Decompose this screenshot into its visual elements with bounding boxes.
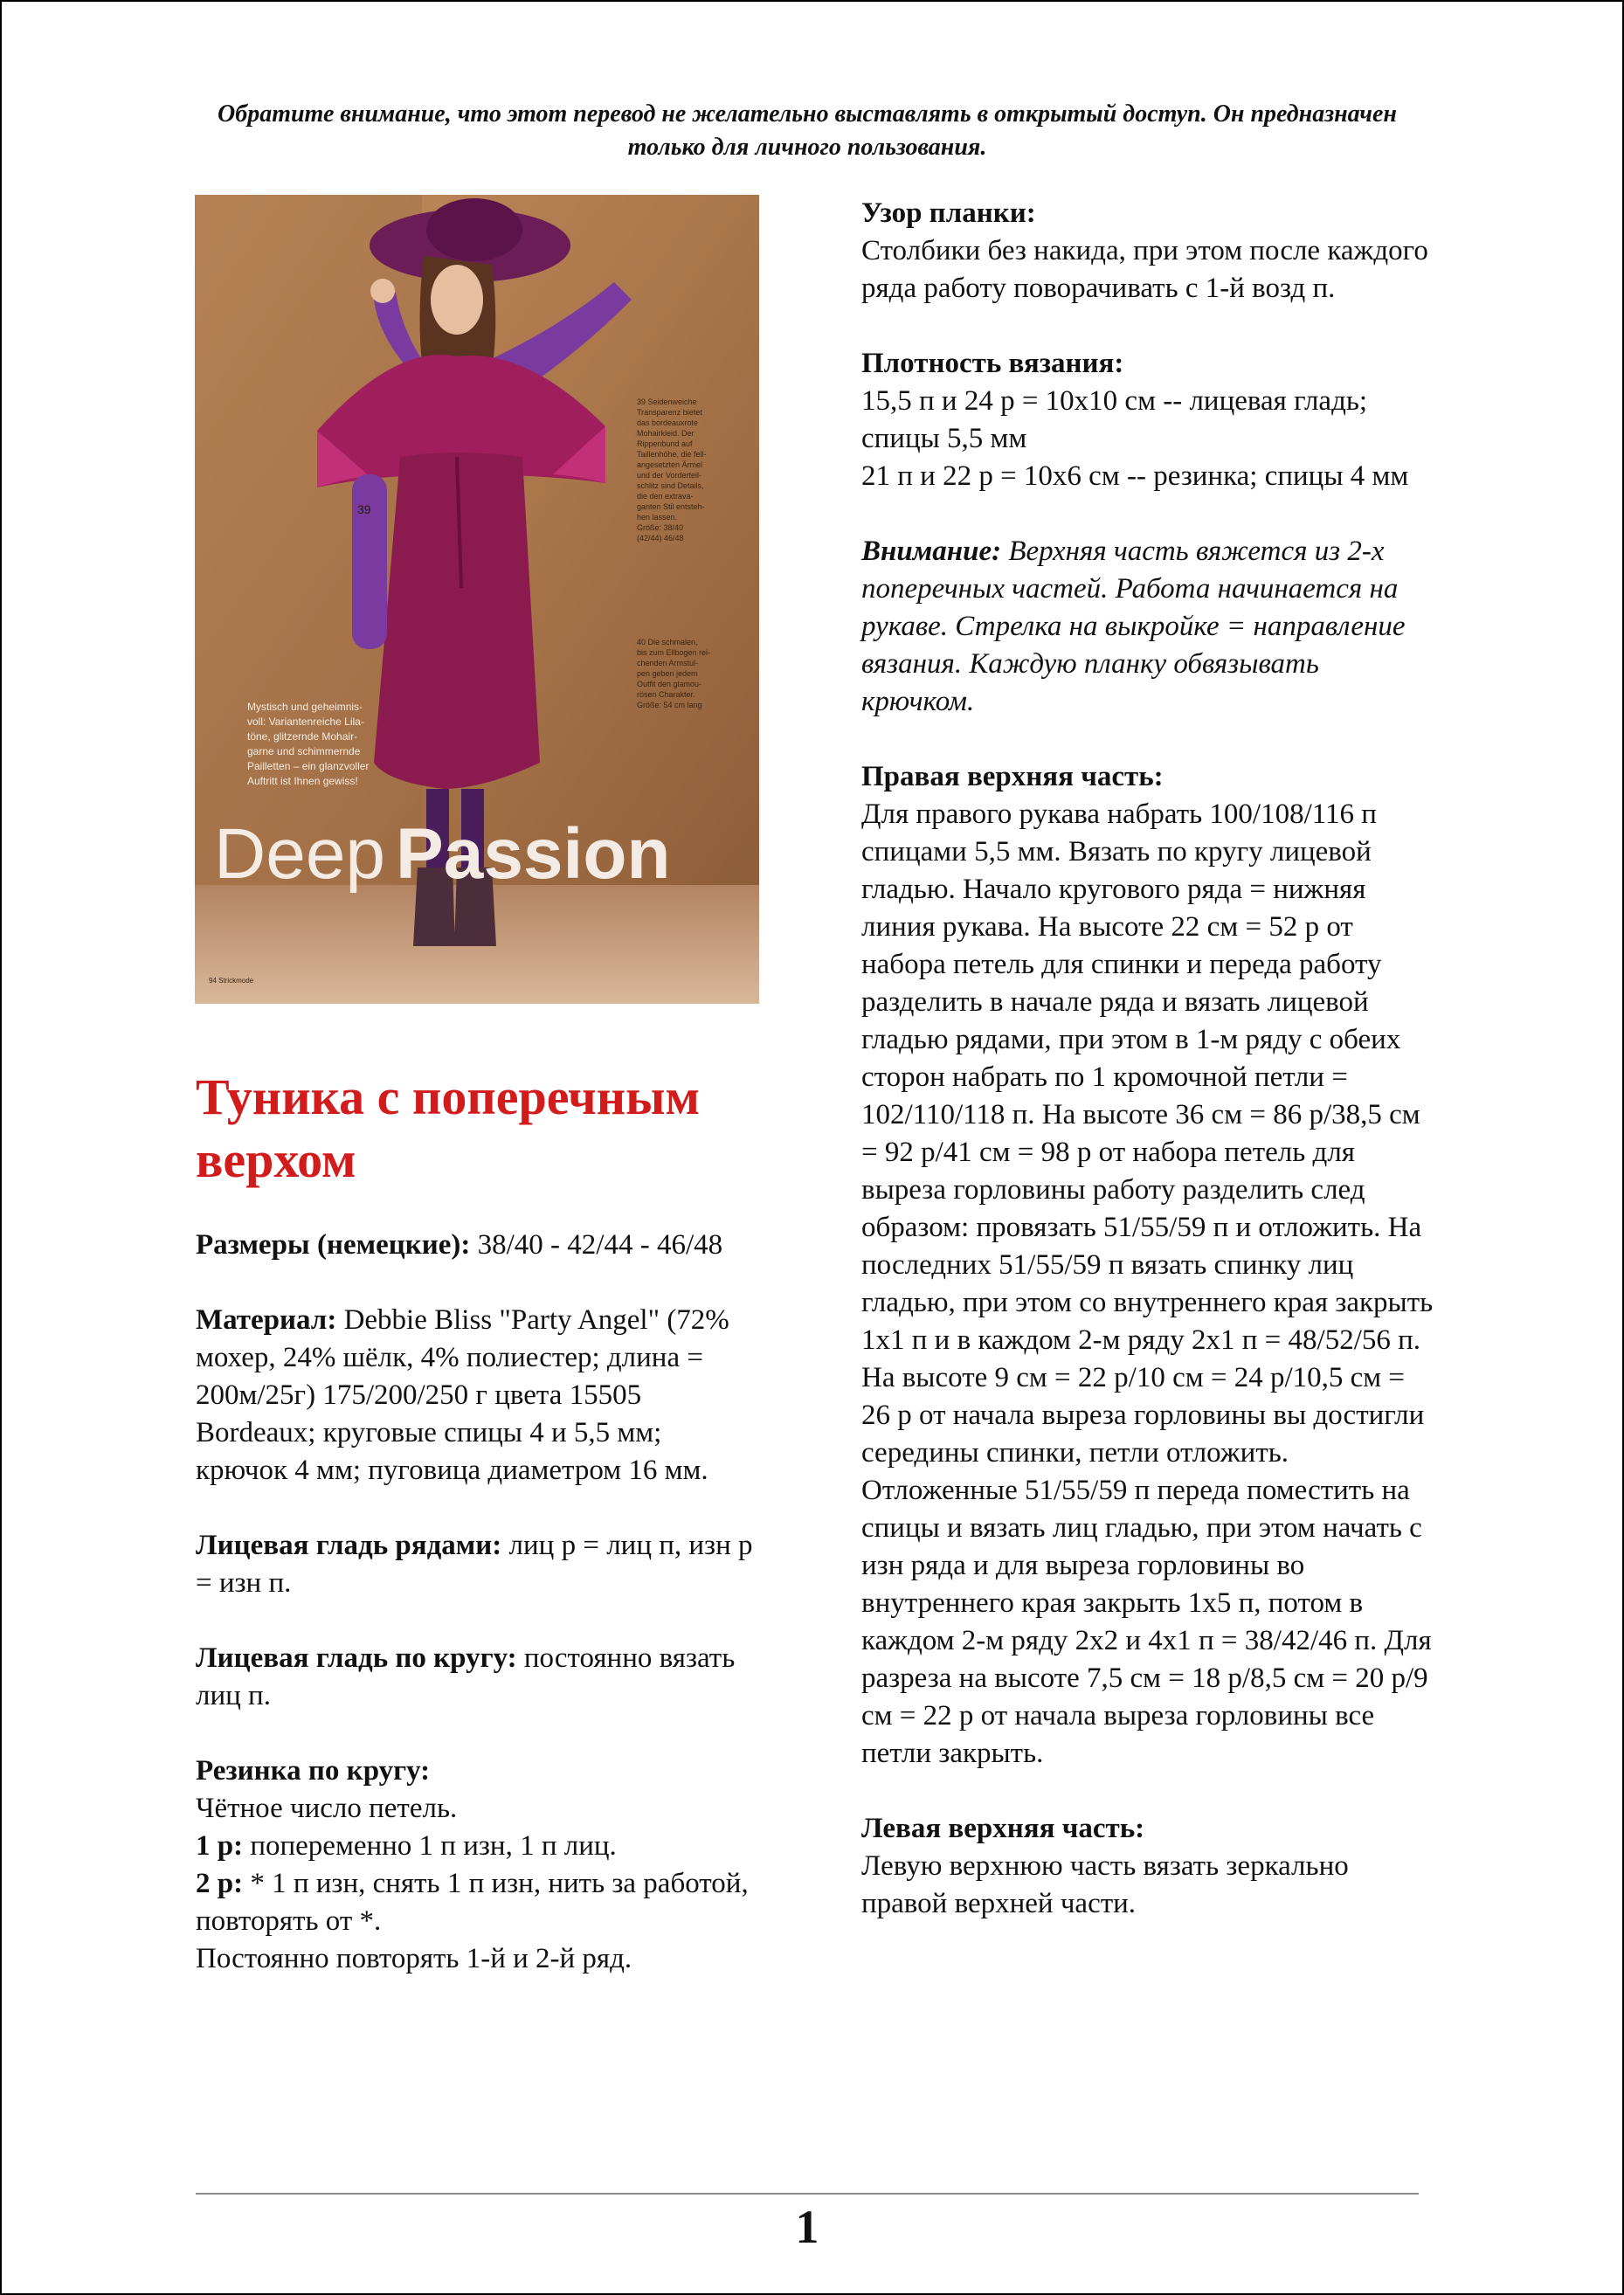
photo-caption-line: Auftritt ist Ihnen gewiss! (247, 775, 358, 787)
magazine-photo (195, 195, 759, 1004)
photo-caption-line: Mystisch und geheimnis- (247, 701, 363, 713)
photo-caption-line: garne und schimmernde (247, 745, 361, 757)
left-top-heading: Левая верхняя часть: (861, 1813, 1145, 1844)
page-title: Туника с поперечным верхом (196, 1068, 700, 1188)
photo-side-text-line: 39 Seidenweiche (637, 397, 697, 406)
stockinette-round-section: Лицевая гладь по кругу: постоянно вязать лиц п. (196, 1642, 736, 1711)
photo-footer: 94 Strickmode (209, 977, 254, 985)
sizes-section: Размеры (немецкие): 38/40 - 42/44 - 46/48 (196, 1229, 723, 1261)
photo-caption-line: töne, glitzernde Mohair- (247, 730, 358, 743)
photo-side-text-line: chenden Armstul- (637, 659, 699, 667)
photo-side-text-line: angesetzten Ärmel (637, 460, 703, 469)
photo-side-text-line: hen lassen. (637, 513, 678, 522)
headline-bold: Passion (396, 814, 671, 894)
gauge-line-1: 15,5 п и 24 р = 10х10 см -- лицевая гладь; спицы 5,5 мм (861, 385, 1368, 454)
photo-side-text-line: (42/44) 46/48 (637, 534, 684, 543)
edge-pattern-text: Столбики без накида, при этом после каждого ряда работу поворачивать с 1-й возд п. (861, 235, 1428, 304)
rib-section-heading: Резинка по кругу: (196, 1755, 431, 1787)
photo-side-text-line: Rippenbund auf (637, 439, 693, 448)
photo-side-text-line: schlitz sind Details, (637, 481, 704, 490)
photo-headline (214, 814, 671, 894)
left-column (196, 1227, 755, 1978)
photo-side-text-line: pen geben jedem (637, 669, 698, 678)
rib-row-1: 1 р: попеременно 1 п изн, 1 п лиц. (196, 1830, 617, 1862)
right-column (861, 195, 1438, 1923)
photo-caption-line: Pailletten – ein glanzvoller (247, 760, 370, 772)
photo-side-text-line: bis zum Ellbogen rei- (637, 648, 711, 657)
attention-section: Внимание: Верхняя часть вяжется из 2-х поперечных частей. Работа начинается на рукаве. Стрелка на выкройке = направление вязания. Каждую планку обвязывать крючком. (861, 536, 1406, 717)
photo-side-text-line: die den extrava- (637, 492, 694, 501)
copyright-notice: Обратите внимание, что этот перевод не желательно выставлять в открытый доступ. Он предназначен только для личного пользования. (218, 100, 1397, 161)
photo-side-text-line: Größe: 38/40 (637, 523, 684, 532)
photo-side-text-line: Taillenhöhe, die fell- (637, 450, 707, 459)
photo-side-text-line: Mohairkleid. Der (637, 429, 695, 438)
page-marker-39: 39 (357, 502, 371, 516)
photo-side-text-line: 40 Die schmalen, (637, 638, 698, 646)
headline-light: Deep (214, 814, 386, 894)
photo-side-text-line: und der Vorderteil- (637, 471, 702, 480)
gauge-heading: Плотность вязания: (861, 348, 1124, 379)
stockinette-rows-section: Лицевая гладь рядами: лиц р = лиц п, изн р = изн п. (196, 1530, 753, 1599)
photo-side-text-line: das bordeauxrote (637, 418, 699, 427)
rib-row-2: 2 р: * 1 п изн, снять 1 п изн, нить за работой, повторять от *. (196, 1868, 749, 1937)
photo-side-text-line: Transparenz bietet (637, 408, 702, 417)
left-top-text: Левую верхнюю часть вязать зеркально правой верхней части. (861, 1850, 1349, 1919)
footer-divider (196, 2193, 1419, 2195)
edge-pattern-heading: Узор планки: (861, 197, 1036, 229)
photo-caption-line: voll: Variantenreiche Lila- (247, 715, 364, 728)
photo-side-text-line: Größe: 54 cm lang (637, 701, 702, 709)
rib-stitch-count: Чётное число петель. (196, 1793, 458, 1824)
rib-repeat: Постоянно повторять 1-й и 2-й ряд. (196, 1943, 632, 1974)
gauge-line-2: 21 п и 22 р = 10х6 см -- резинка; спицы 4 мм (861, 460, 1409, 492)
photo-side-text-line: rösen Charakter. (637, 690, 695, 699)
page-number: 1 (795, 2201, 819, 2253)
right-top-heading: Правая верхняя часть: (861, 761, 1164, 792)
photo-side-text-line: Outfit den glamou- (637, 680, 702, 688)
photo-side-text-line: ganten Stil entsteh- (637, 502, 705, 511)
material-section: Материал: Debbie Bliss "Party Angel" (72% мохер, 24% шёлк, 4% полиестер; длина = 200м/25г) 175/200/250 г цвета 15505 Bordeaux; круговые спицы 4 и 5,5 мм; крючок 4 мм; пуговица диаметром 16 мм. (196, 1304, 729, 1486)
right-top-text: Для правого рукава набрать 100/108/116 п спицами 5,5 мм. Вязать по кругу лицевой гладью. Начало кругового ряда = нижняя линия рукава. На высоте 22 см = 52 р от набора петель для спинки и переда работу разделить в начале ряда и вязать лицевой гладью рядами, при этом в 1-м ряду с обеих сторон набрать по 1 кромочной петли = 102/110/118 п. На высоте 36 см = 86 р/38,5 см = 92 р/41 см = 98 р от набора петель для выреза горловины работу разделить след образом: провязать 51/55/59 п и отложить. На последних 51/55/59 п вязать спинку лиц гладью, при этом со внутреннего края закрыть 1х1 п и в каждом 2-м ряду 2х1 п = 48/52/56 п. На высоте 9 см = 22 р/10 см = 24 р/10,5 см = 26 р от начала выреза горловины вы достигли середины спинки, петли отложить. Отложенные 51/55/59 п переда поместить на спицы и вязать лиц гладью, при этом начать с изн ряда и для выреза горловины во внутреннего края закрыть 1х5 п, потом в каждом 2-м ряду 2х2 и 4х1 п = 38/42/46 п. Для разреза на высоте 7,5 см = 18 р/8,5 см = 20 р/9 см = 22 р от начала выреза горловины все петли закрыть. (861, 798, 1434, 1769)
